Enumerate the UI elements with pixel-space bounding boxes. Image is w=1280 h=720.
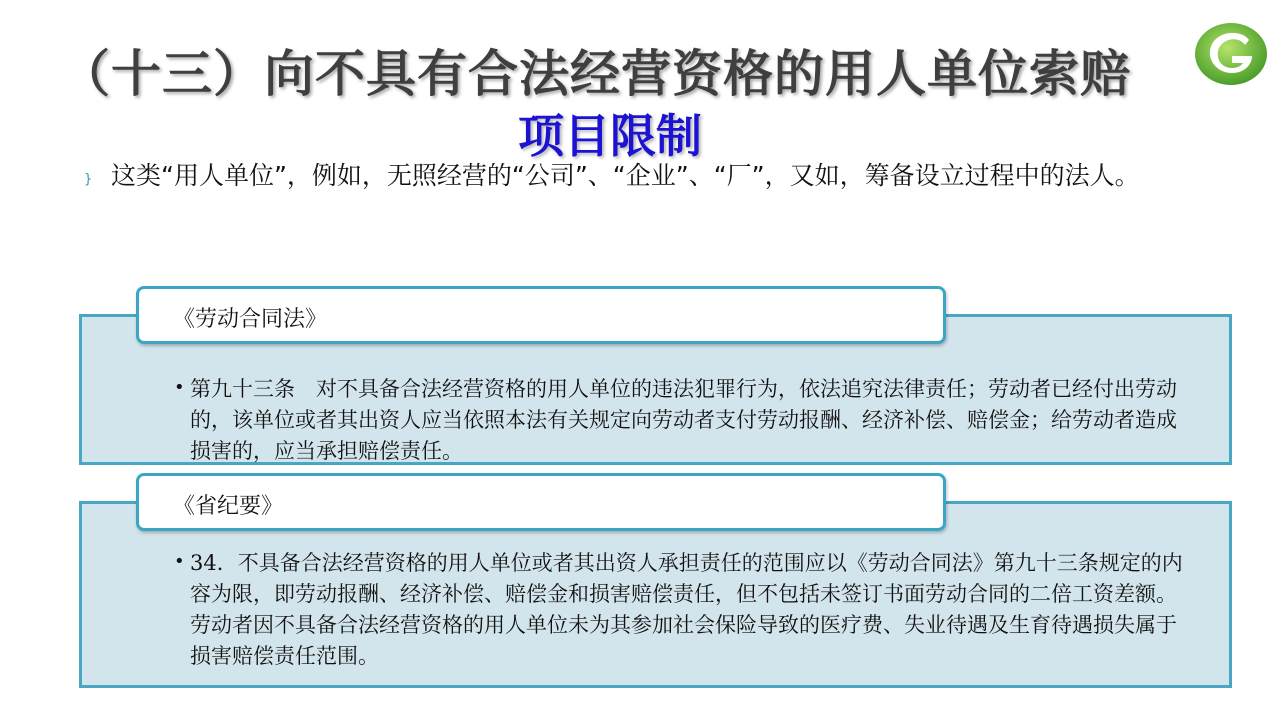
g-logo-icon <box>1192 18 1270 88</box>
intro-text: 这类“用人单位”，例如，无照经营的“公司”、“企业”、“厂”，又如，筹备设立过程中的法人。 <box>111 161 1140 190</box>
card-body-text: 34．不具备合法经营资格的用人单位或者其出资人承担责任的范围应以《劳动合同法》第九十三条规定的内容为限，即劳动报酬、经济补偿、赔偿金和损害赔偿责任，但不包括未签订书面劳动合同的二倍工资差额。劳动者因不具备合法经营资格的用人单位未为其参加社会保险导致的医疗费、失业待遇及生育待遇损失属于损害赔偿责任范围。 <box>190 551 1183 668</box>
card-bullet: • <box>174 377 185 398</box>
card-header-provincial-summary <box>136 473 946 531</box>
card-body-text: 第九十三条 对不具备合法经营资格的用人单位的违法犯罪行为，依法追究法律责任；劳动者已经付出劳动的，该单位或者其出资人应当依照本法有关规定向劳动者支付劳动报酬、经济补偿、赔偿金；给劳动者造成损害的，应当承担赔偿责任。 <box>190 377 1177 463</box>
card-header-labor-contract-law <box>136 286 946 344</box>
card-bullet: • <box>174 551 185 572</box>
intro-bullet: } <box>84 172 93 187</box>
card-header-label: 《省纪要》 <box>173 494 284 519</box>
card-header-label: 《劳动合同法》 <box>173 307 328 332</box>
slide-title: （十三）向不具有合法经营资格的用人单位索赔 <box>60 45 1131 103</box>
slide-subtitle: 项目限制 <box>518 109 702 163</box>
